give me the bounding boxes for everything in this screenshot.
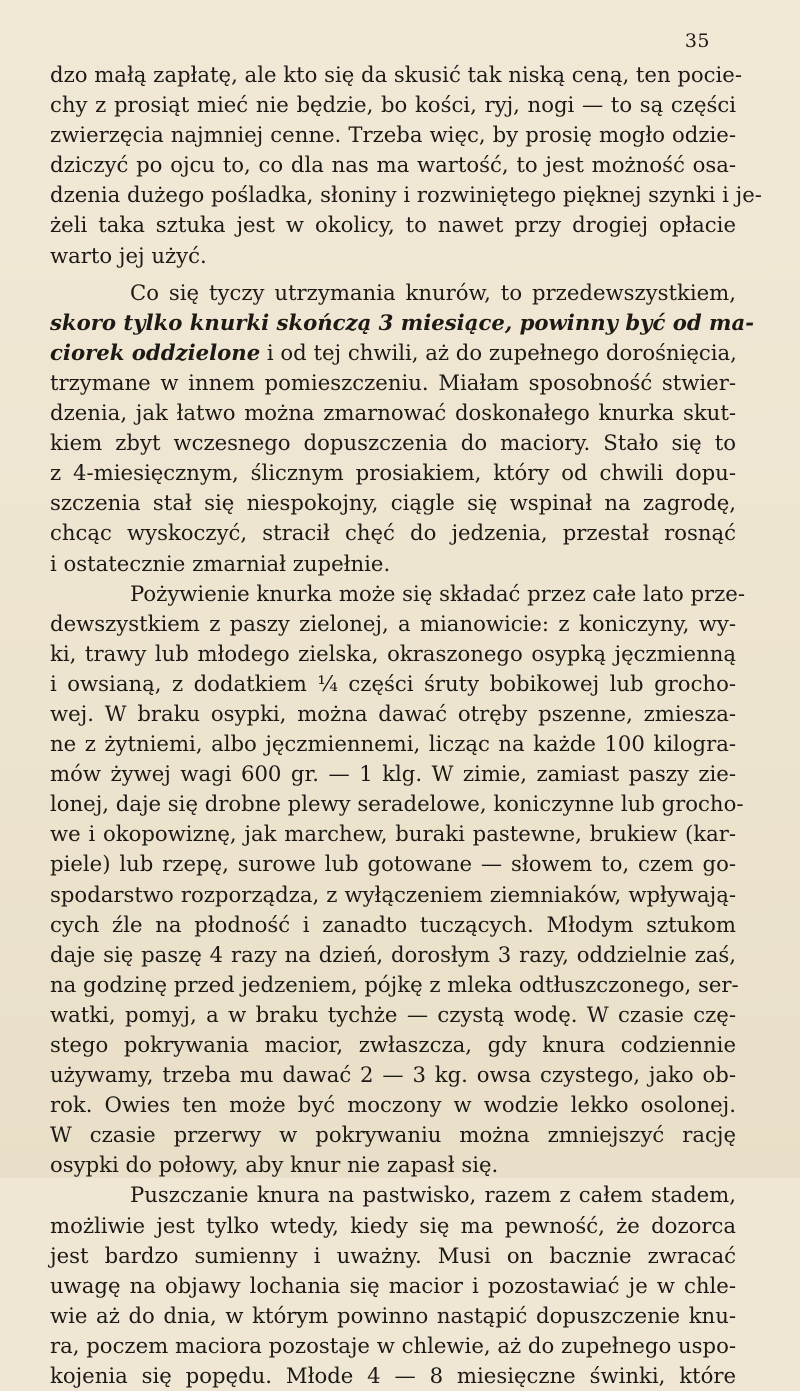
text-line: używamy, trzeba mu dawać 2 — 3 kg. owsa czystego, jako ob- xyxy=(50,1062,736,1088)
text-line: chcąc wyskoczyć, stracił chęć do jedzenia, przestał rosnąć xyxy=(50,520,736,546)
text-line: dzenia, jak łatwo można zmarnować doskonałego knurka skut- xyxy=(50,400,736,426)
text-line: szczenia stał się niespokojny, ciągle się wspinał na zagrodę, xyxy=(50,490,736,516)
text-line: możliwie jest tylko wtedy, kiedy się ma pewność, że dozorca xyxy=(50,1212,736,1238)
page-number: 35 xyxy=(684,30,710,52)
emphasized-text: skoro tylko knurki skończą 3 miesiące, powinny być od ma- xyxy=(50,309,754,335)
text-line: Puszczanie knura na pastwisko, razem z całem stadem, xyxy=(130,1182,736,1208)
text-line: warto jej użyć. xyxy=(50,242,207,268)
text-line: i ostatecznie zmarniał zupełnie. xyxy=(50,550,391,576)
text-line: daje się paszę 4 razy na dzień, dorosłym 3 razy, oddzielnie zaś, xyxy=(50,941,736,967)
text-line: trzymane w innem pomieszczeniu. Miałam sposobność stwier- xyxy=(50,369,736,395)
paragraph xyxy=(50,60,762,271)
text-line: na godzinę przed jedzeniem, pójkę z mleka odtłuszczonego, ser- xyxy=(50,971,739,997)
text-line: dzenia dużego pośladka, słoniny i rozwiniętego pięknej szynki i je- xyxy=(50,182,762,208)
text-line: Pożywienie knurka może się składać przez całe lato prze- xyxy=(130,580,746,606)
text-line: uwagę na objawy lochania się macior i pozostawiać je w chle- xyxy=(50,1272,736,1298)
text-line: spodarstwo rozporządza, z wyłączeniem ziemniaków, wpływają- xyxy=(50,881,736,907)
paragraph xyxy=(50,1180,736,1391)
text-line: wie aż do dnia, w którym powinno nastąpić dopuszczenie knu- xyxy=(50,1302,736,1328)
text-line: żeli taka sztuka jest w okolicy, to nawet przy drogiej opłacie xyxy=(50,212,736,238)
text-line: jest bardzo sumienny i uważny. Musi on bacznie zwracać xyxy=(50,1242,736,1268)
paragraph xyxy=(50,278,754,579)
text-line: wej. W braku osypki, można dawać otręby pszenne, zmiesza- xyxy=(50,700,736,726)
text-line: cych źle na płodność i zanadto tuczących. Młodym sztukom xyxy=(50,911,736,937)
text-line: rok. Owies ten może być moczony w wodzie lekko osolonej. xyxy=(50,1092,736,1118)
text-line: mów żywej wagi 600 gr. — 1 klg. W zimie, zamiast paszy zie- xyxy=(50,761,736,787)
text-line: W czasie przerwy w pokrywaniu można zmniejszyć rację xyxy=(50,1122,736,1148)
text-line-emphasis xyxy=(50,308,754,338)
text-line: zwierzęcia najmniej cenne. Trzeba więc, by prosię mogło odzie- xyxy=(50,122,736,148)
text-line: Co się tyczy utrzymania knurów, to przedewszystkiem, xyxy=(130,279,736,305)
emphasized-text: ciorek oddzielone xyxy=(50,339,261,365)
text-line: ne z żytniemi, albo jęczmiennemi, licząc na każde 100 kilogra- xyxy=(50,731,736,757)
text-line-mixed xyxy=(50,338,736,368)
text-line: chy z prosiąt mieć nie będzie, bo kości, ryj, nogi — to są części xyxy=(50,92,736,118)
text-fragment: i od tej chwili, aż do zupełnego dorośnięcia, xyxy=(260,339,737,365)
paragraph xyxy=(50,579,746,1181)
text-line: i owsianą, z dodatkiem ¼ części śruty bobikowej lub grocho- xyxy=(50,670,736,696)
text-line: z 4-miesięcznym, ślicznym prosiakiem, który od chwili dopu- xyxy=(50,460,736,486)
text-line: we i okopowiznę, jak marchew, buraki pastewne, brukiew (kar- xyxy=(50,821,736,847)
text-line: watki, pomyj, a w braku tychże — czystą wodę. W czasie czę- xyxy=(50,1001,736,1027)
text-line: ki, trawy lub młodego zielska, okraszonego osypką jęczmienną xyxy=(50,640,736,666)
text-line: osypki do połowy, aby knur nie zapasł się. xyxy=(50,1152,499,1178)
page-body xyxy=(50,60,762,1391)
text-line: piele) lub rzepę, surowe lub gotowane — słowem to, czem go- xyxy=(50,851,736,877)
text-line: kojenia się popędu. Młode 4 — 8 miesięczne świnki, które xyxy=(50,1363,736,1389)
text-line: dziczyć po ojcu to, co dla nas ma wartość, to jest możność osa- xyxy=(50,152,736,178)
text-line: lonej, daje się drobne plewy seradelowe, koniczynne lub grocho- xyxy=(50,791,744,817)
text-line: dewszystkiem z paszy zielonej, a mianowicie: z koniczyny, wy- xyxy=(50,610,736,636)
text-line: stego pokrywania macior, zwłaszcza, gdy knura codziennie xyxy=(50,1032,736,1057)
text-line: ra, poczem maciora pozostaje w chlewie, aż do zupełnego uspo- xyxy=(50,1332,736,1358)
text-line: dzo małą zapłatę, ale kto się da skusić tak niską ceną, ten pocie- xyxy=(50,62,743,87)
text-line: kiem zbyt wczesnego dopuszczenia do maciory. Stało się to xyxy=(50,430,736,456)
